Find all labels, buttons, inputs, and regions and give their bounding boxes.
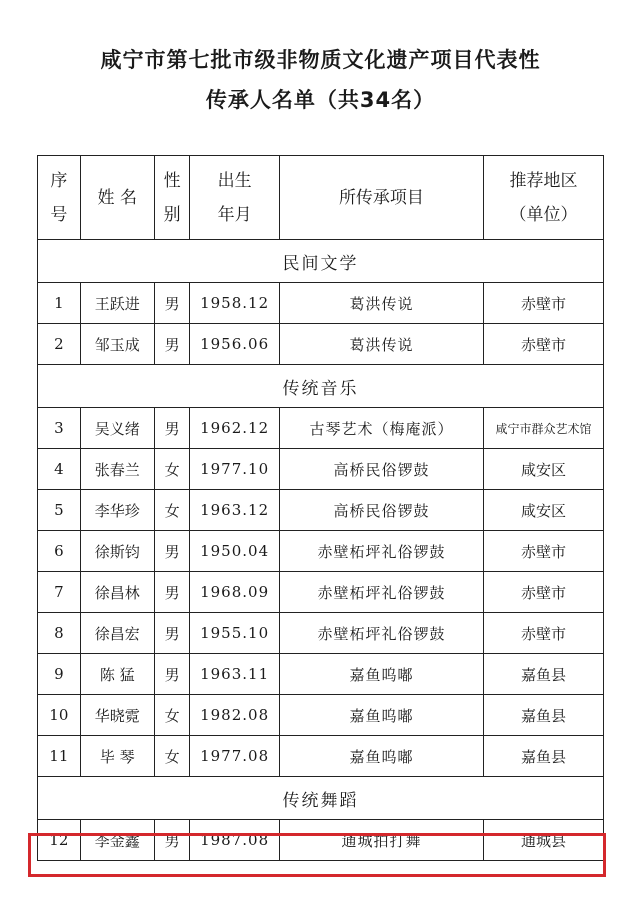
cell-no: 11 — [38, 736, 81, 777]
cell-birth: 1962.12 — [190, 408, 279, 449]
cell-project: 赤壁柘坪礼俗锣鼓 — [279, 531, 483, 572]
cell-no: 2 — [38, 324, 81, 365]
table-row — [38, 531, 604, 572]
document-title-line-2: 传承人名单（共34名） — [205, 88, 436, 112]
highlight-box — [28, 833, 606, 877]
cell-region: 赤壁市 — [484, 572, 604, 613]
cell-project: 赤壁柘坪礼俗锣鼓 — [279, 572, 483, 613]
cell-region: 赤壁市 — [484, 531, 604, 572]
cell-sex: 男 — [154, 654, 190, 695]
category-folk-literature: 民间文学 — [38, 240, 604, 283]
table-row — [38, 613, 604, 654]
cell-project: 嘉鱼呜嘟 — [279, 736, 483, 777]
cell-sex: 男 — [154, 531, 190, 572]
cell-region: 嘉鱼县 — [484, 736, 604, 777]
table-row — [38, 449, 604, 490]
cell-project: 嘉鱼呜嘟 — [279, 695, 483, 736]
cell-no: 3 — [38, 408, 81, 449]
cell-project: 高桥民俗锣鼓 — [279, 490, 483, 531]
cell-no: 1 — [38, 283, 81, 324]
cell-region: 嘉鱼县 — [484, 654, 604, 695]
table-header-row — [38, 156, 604, 240]
cell-project: 赤壁柘坪礼俗锣鼓 — [279, 613, 483, 654]
table-row — [38, 695, 604, 736]
cell-sex: 男 — [154, 408, 190, 449]
cell-region: 赤壁市 — [484, 283, 604, 324]
cell-name: 华晓霓 — [80, 695, 154, 736]
cell-name: 陈 猛 — [80, 654, 154, 695]
table-row — [38, 654, 604, 695]
cell-sex: 男 — [154, 820, 190, 861]
cell-no: 10 — [38, 695, 81, 736]
header-region: 推荐地区（单位） — [484, 156, 604, 240]
cell-name: 毕 琴 — [80, 736, 154, 777]
cell-sex: 女 — [154, 490, 190, 531]
cell-sex: 男 — [154, 613, 190, 654]
cell-birth: 1987.08 — [190, 820, 279, 861]
cell-region: 咸安区 — [484, 449, 604, 490]
cell-birth: 1963.12 — [190, 490, 279, 531]
category-row — [38, 777, 604, 820]
category-row — [38, 365, 604, 408]
cell-sex: 女 — [154, 695, 190, 736]
cell-no: 8 — [38, 613, 81, 654]
cell-name: 徐昌宏 — [80, 613, 154, 654]
cell-region: 咸宁市群众艺术馆 — [484, 408, 604, 449]
cell-birth: 1977.08 — [190, 736, 279, 777]
cell-name: 张春兰 — [80, 449, 154, 490]
header-sex: 性别 — [154, 156, 190, 240]
category-traditional-dance: 传统舞蹈 — [38, 777, 604, 820]
table-row — [38, 572, 604, 613]
cell-sex: 女 — [154, 449, 190, 490]
cell-no: 7 — [38, 572, 81, 613]
cell-project: 高桥民俗锣鼓 — [279, 449, 483, 490]
cell-region: 咸安区 — [484, 490, 604, 531]
header-project: 所传承项目 — [279, 156, 483, 240]
cell-no: 12 — [38, 820, 81, 861]
table-row — [38, 408, 604, 449]
cell-no: 9 — [38, 654, 81, 695]
cell-birth: 1963.11 — [190, 654, 279, 695]
cell-sex: 男 — [154, 324, 190, 365]
cell-name: 吴义绪 — [80, 408, 154, 449]
category-traditional-music: 传统音乐 — [38, 365, 604, 408]
cell-region: 赤壁市 — [484, 324, 604, 365]
cell-no: 6 — [38, 531, 81, 572]
cell-project: 通城拍打舞 — [279, 820, 483, 861]
cell-project: 古琴艺术（梅庵派） — [279, 408, 483, 449]
cell-birth: 1982.08 — [190, 695, 279, 736]
cell-name: 李华珍 — [80, 490, 154, 531]
cell-sex: 男 — [154, 283, 190, 324]
cell-sex: 男 — [154, 572, 190, 613]
cell-birth: 1977.10 — [190, 449, 279, 490]
cell-sex: 女 — [154, 736, 190, 777]
header-name: 姓 名 — [80, 156, 154, 240]
cell-birth: 1950.04 — [190, 531, 279, 572]
category-row — [38, 240, 604, 283]
cell-name: 李金鑫 — [80, 820, 154, 861]
cell-birth: 1955.10 — [190, 613, 279, 654]
cell-birth: 1956.06 — [190, 324, 279, 365]
table-row — [38, 324, 604, 365]
inheritor-table — [37, 155, 604, 861]
cell-region: 通城县 — [484, 820, 604, 861]
cell-name: 徐斯钧 — [80, 531, 154, 572]
cell-birth: 1968.09 — [190, 572, 279, 613]
table-row — [38, 736, 604, 777]
cell-no: 5 — [38, 490, 81, 531]
table-row — [38, 283, 604, 324]
document-title-line-1: 咸宁市第七批市级非物质文化遗产项目代表性 — [100, 48, 541, 72]
table-row — [38, 490, 604, 531]
cell-birth: 1958.12 — [190, 283, 279, 324]
cell-region: 赤壁市 — [484, 613, 604, 654]
header-no: 序号 — [38, 156, 81, 240]
header-birth: 出生年月 — [190, 156, 279, 240]
cell-no: 4 — [38, 449, 81, 490]
cell-name: 邹玉成 — [80, 324, 154, 365]
cell-project: 葛洪传说 — [279, 324, 483, 365]
cell-name: 王跃进 — [80, 283, 154, 324]
cell-name: 徐昌林 — [80, 572, 154, 613]
cell-project: 嘉鱼呜嘟 — [279, 654, 483, 695]
cell-project: 葛洪传说 — [279, 283, 483, 324]
cell-region: 嘉鱼县 — [484, 695, 604, 736]
